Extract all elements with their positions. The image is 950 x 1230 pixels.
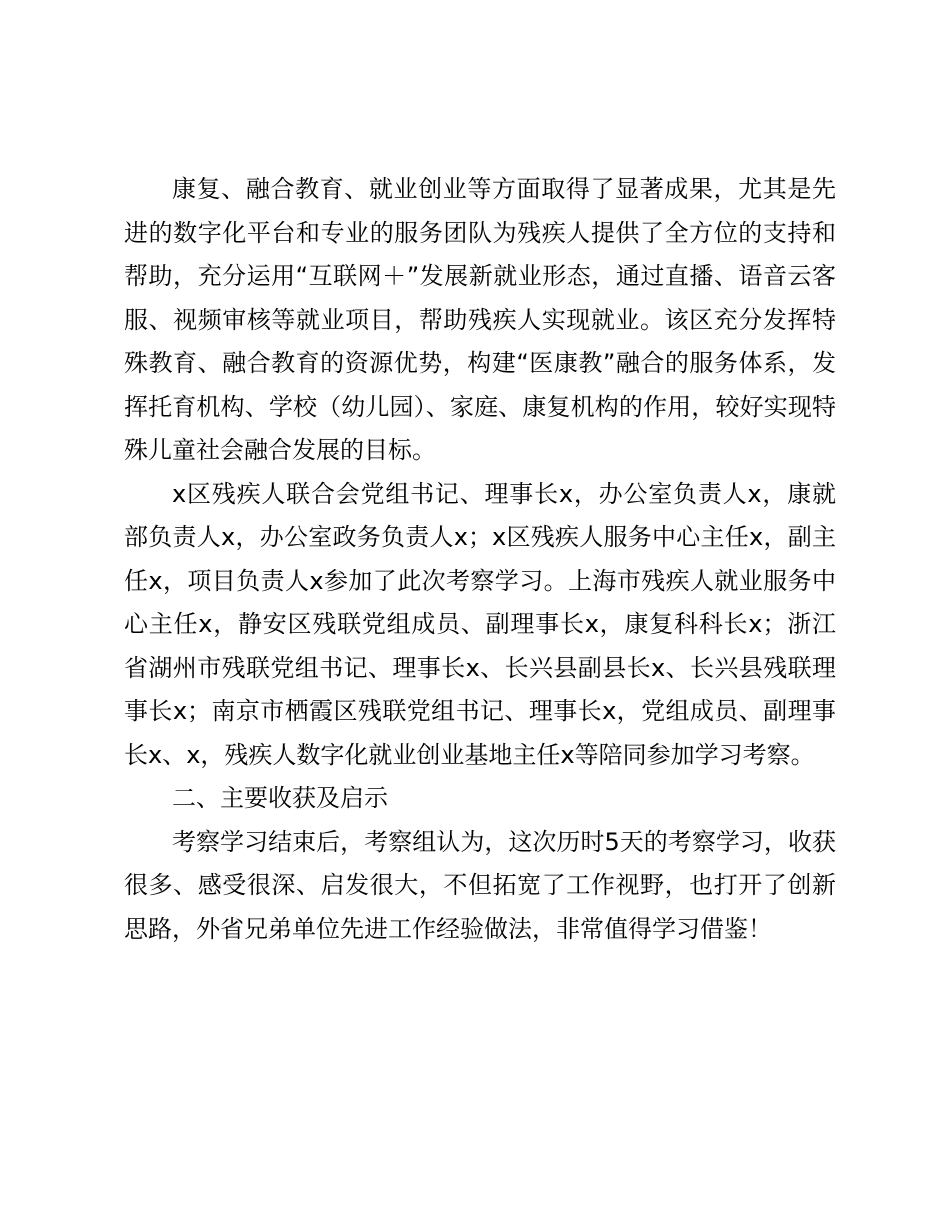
paragraph-participants: x区残疾人联合会党组书记、理事长x，办公室负责人x，康就部负责人x，办公室政务负责人x；x区残疾人服务中心主任x，副主任x，项目负责人x参加了此次考察学习。上海市残疾人就业服务中心主任x，静安区残联党组成员、副理事长x，康复科科长x；浙江省湖州市残联党组书记、理事长x、长兴县副县长x、长兴县残联理事长x；南京市栖霞区残联党组书记、理事长x，党组成员、副理事长x、x，残疾人数字化就业创业基地主任x等陪同参加学习考察。 — [124, 479, 836, 769]
paragraph-achievements: 康复、融合教育、就业创业等方面取得了显著成果，尤其是先进的数字化平台和专业的服务团队为残疾人提供了全方位的支持和帮助，充分运用“互联网＋”发展新就业形态，通过直播、语音云客服、视频审核等就业项目，帮助残疾人实现就业。该区充分发挥特殊教育、融合教育的资源优势，构建“医康教”融合的服务体系，发挥托育机构、学校（幼儿园）、家庭、康复机构的作用，较好实现特殊儿童社会融合发展的目标。 — [124, 175, 836, 464]
paragraph-conclusion: 考察学习结束后，考察组认为，这次历时5天的考察学习，收获很多、感受很深、启发很大，不但拓宽了工作视野，也打开了创新思路，外省兄弟单位先进工作经验做法，非常值得学习借鉴！ — [124, 827, 836, 943]
section-heading-gains: 二、主要收获及启示 — [172, 784, 388, 812]
document-body — [124, 168, 836, 951]
